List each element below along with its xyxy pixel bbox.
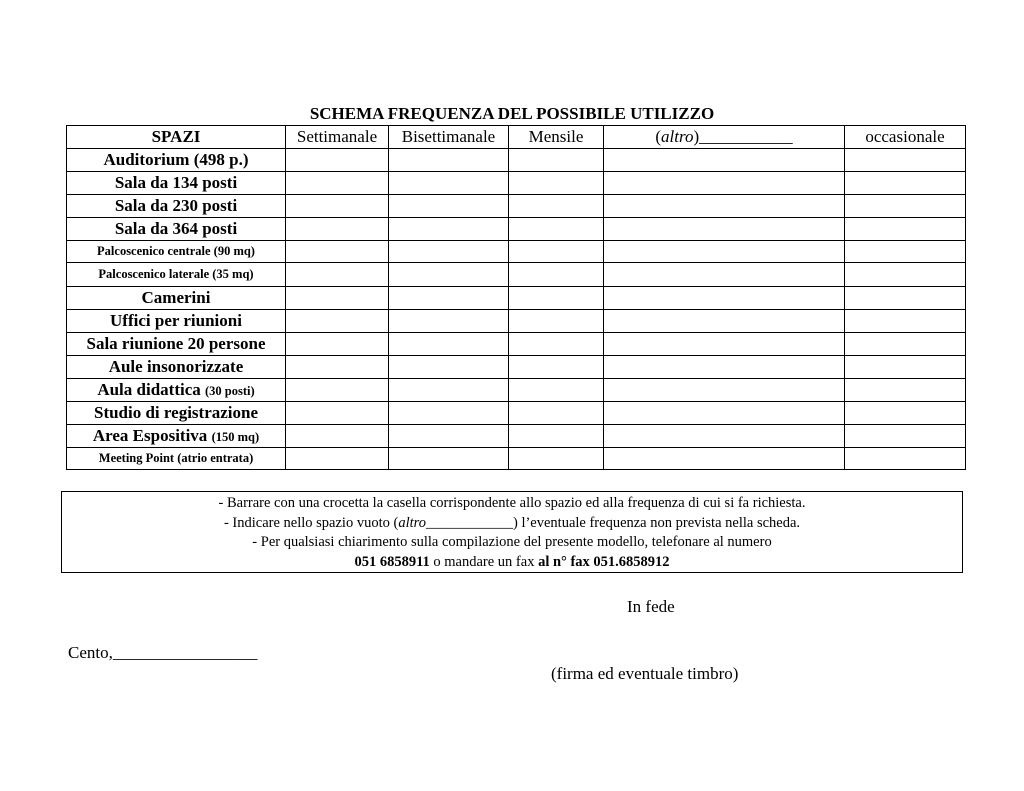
checkbox-cell-mensile[interactable]	[509, 218, 604, 241]
table-row	[67, 241, 966, 263]
checkbox-cell-altro[interactable]	[604, 356, 845, 379]
checkbox-cell-settimanale[interactable]	[286, 356, 389, 379]
table-row	[67, 218, 966, 241]
checkbox-cell-mensile[interactable]	[509, 310, 604, 333]
checkbox-cell-altro[interactable]	[604, 425, 845, 448]
table-row	[67, 333, 966, 356]
checkbox-cell-occasionale[interactable]	[845, 333, 966, 356]
checkbox-cell-bisettimanale[interactable]	[389, 241, 509, 263]
checkbox-cell-mensile[interactable]	[509, 263, 604, 287]
checkbox-cell-altro[interactable]	[604, 218, 845, 241]
checkbox-cell-settimanale[interactable]	[286, 149, 389, 172]
header-altro-word: altro	[661, 127, 694, 146]
note-line-2: - Indicare nello spazio vuoto (altro____________) l’eventuale frequenza non prevista nella scheda.	[223, 514, 801, 531]
space-name: Sala riunione 20 persone	[67, 333, 286, 356]
space-name: Uffici per riunioni	[67, 310, 286, 333]
checkbox-cell-mensile[interactable]	[509, 241, 604, 263]
checkbox-cell-settimanale[interactable]	[286, 263, 389, 287]
checkbox-cell-mensile[interactable]	[509, 287, 604, 310]
checkbox-cell-occasionale[interactable]	[845, 172, 966, 195]
checkbox-cell-occasionale[interactable]	[845, 356, 966, 379]
checkbox-cell-bisettimanale[interactable]	[389, 402, 509, 425]
checkbox-cell-altro[interactable]	[604, 448, 845, 470]
checkbox-cell-mensile[interactable]	[509, 402, 604, 425]
checkbox-cell-settimanale[interactable]	[286, 379, 389, 402]
header-altro: (altro)___________	[604, 126, 845, 149]
header-occasionale: occasionale	[845, 126, 966, 149]
checkbox-cell-settimanale[interactable]	[286, 310, 389, 333]
in-fede-label: In fede	[627, 597, 675, 616]
checkbox-cell-mensile[interactable]	[509, 195, 604, 218]
table-row	[67, 149, 966, 172]
checkbox-cell-occasionale[interactable]	[845, 402, 966, 425]
header-bisettimanale: Bisettimanale	[389, 126, 509, 149]
checkbox-cell-occasionale[interactable]	[845, 149, 966, 172]
space-name: Aule insonorizzate	[67, 356, 286, 379]
checkbox-cell-occasionale[interactable]	[845, 263, 966, 287]
checkbox-cell-bisettimanale[interactable]	[389, 379, 509, 402]
header-altro-blank: ___________	[699, 127, 793, 146]
header-mensile: Mensile	[509, 126, 604, 149]
checkbox-cell-mensile[interactable]	[509, 379, 604, 402]
space-name: Aula didattica (30 posti)	[67, 379, 286, 402]
checkbox-cell-occasionale[interactable]	[845, 241, 966, 263]
checkbox-cell-mensile[interactable]	[509, 333, 604, 356]
space-name: Camerini	[67, 287, 286, 310]
checkbox-cell-bisettimanale[interactable]	[389, 356, 509, 379]
table-row	[67, 448, 966, 470]
table-row	[67, 287, 966, 310]
checkbox-cell-occasionale[interactable]	[845, 310, 966, 333]
space-name: Sala da 134 posti	[67, 172, 286, 195]
table-row	[67, 195, 966, 218]
space-name: Area Espositiva (150 mq)	[67, 425, 286, 448]
checkbox-cell-bisettimanale[interactable]	[389, 263, 509, 287]
checkbox-cell-altro[interactable]	[604, 241, 845, 263]
table-row	[67, 310, 966, 333]
checkbox-cell-settimanale[interactable]	[286, 425, 389, 448]
checkbox-cell-bisettimanale[interactable]	[389, 172, 509, 195]
checkbox-cell-altro[interactable]	[604, 263, 845, 287]
table-row	[67, 356, 966, 379]
checkbox-cell-mensile[interactable]	[509, 356, 604, 379]
signature-label: (firma ed eventuale timbro)	[551, 664, 739, 683]
note-line-3: - Per qualsiasi chiarimento sulla compilazione del presente modello, telefonare al numero	[252, 534, 772, 550]
checkbox-cell-settimanale[interactable]	[286, 333, 389, 356]
checkbox-cell-mensile[interactable]	[509, 172, 604, 195]
note-line-1: - Barrare con una crocetta la casella corrispondente allo spazio ed alla frequenza di cui si fa richiesta.	[218, 495, 806, 511]
checkbox-cell-settimanale[interactable]	[286, 241, 389, 263]
checkbox-cell-occasionale[interactable]	[845, 379, 966, 402]
checkbox-cell-altro[interactable]	[604, 149, 845, 172]
checkbox-cell-settimanale[interactable]	[286, 172, 389, 195]
checkbox-cell-occasionale[interactable]	[845, 287, 966, 310]
checkbox-cell-settimanale[interactable]	[286, 218, 389, 241]
checkbox-cell-mensile[interactable]	[509, 425, 604, 448]
checkbox-cell-settimanale[interactable]	[286, 195, 389, 218]
checkbox-cell-occasionale[interactable]	[845, 218, 966, 241]
note-line-4: 051 6858911 o mandare un fax al n° fax 051.6858912	[354, 553, 670, 570]
checkbox-cell-altro[interactable]	[604, 310, 845, 333]
space-name: Auditorium (498 p.)	[67, 149, 286, 172]
table-row	[67, 379, 966, 402]
space-name: Palcoscenico laterale (35 mq)	[67, 263, 286, 287]
checkbox-cell-settimanale[interactable]	[286, 402, 389, 425]
space-name: Palcoscenico centrale (90 mq)	[67, 241, 286, 263]
checkbox-cell-altro[interactable]	[604, 195, 845, 218]
table-row	[67, 425, 966, 448]
date-blank: _________________	[112, 643, 258, 662]
table-row	[67, 172, 966, 195]
checkbox-cell-mensile[interactable]	[509, 149, 604, 172]
checkbox-cell-bisettimanale[interactable]	[389, 333, 509, 356]
space-name: Meeting Point (atrio entrata)	[67, 448, 286, 470]
checkbox-cell-altro[interactable]	[604, 172, 845, 195]
page-title: SCHEMA FREQUENZA DEL POSSIBILE UTILIZZO	[309, 104, 715, 123]
table-row	[67, 402, 966, 425]
checkbox-cell-altro[interactable]	[604, 287, 845, 310]
checkbox-cell-altro[interactable]	[604, 379, 845, 402]
checkbox-cell-bisettimanale[interactable]	[389, 287, 509, 310]
header-spazi: SPAZI	[67, 126, 286, 149]
table-header-row	[67, 126, 966, 149]
checkbox-cell-settimanale[interactable]	[286, 287, 389, 310]
space-name: Sala da 230 posti	[67, 195, 286, 218]
checkbox-cell-bisettimanale[interactable]	[389, 218, 509, 241]
checkbox-cell-bisettimanale[interactable]	[389, 195, 509, 218]
phone-number: 051 6858911	[354, 553, 430, 570]
checkbox-cell-altro[interactable]	[604, 402, 845, 425]
header-settimanale: Settimanale	[286, 126, 389, 149]
place-date-field: Cento,_________________	[68, 643, 258, 662]
instructions-box	[61, 491, 963, 573]
space-name: Studio di registrazione	[67, 402, 286, 425]
checkbox-cell-bisettimanale[interactable]	[389, 425, 509, 448]
space-name: Sala da 364 posti	[67, 218, 286, 241]
checkbox-cell-mensile[interactable]	[509, 448, 604, 470]
checkbox-cell-occasionale[interactable]	[845, 195, 966, 218]
frequency-table	[66, 125, 966, 470]
checkbox-cell-bisettimanale[interactable]	[389, 149, 509, 172]
checkbox-cell-bisettimanale[interactable]	[389, 448, 509, 470]
checkbox-cell-occasionale[interactable]	[845, 425, 966, 448]
fax-number: al n° fax 051.6858912	[538, 553, 670, 570]
checkbox-cell-bisettimanale[interactable]	[389, 310, 509, 333]
table-row	[67, 263, 966, 287]
checkbox-cell-settimanale[interactable]	[286, 448, 389, 470]
checkbox-cell-altro[interactable]	[604, 333, 845, 356]
checkbox-cell-occasionale[interactable]	[845, 448, 966, 470]
